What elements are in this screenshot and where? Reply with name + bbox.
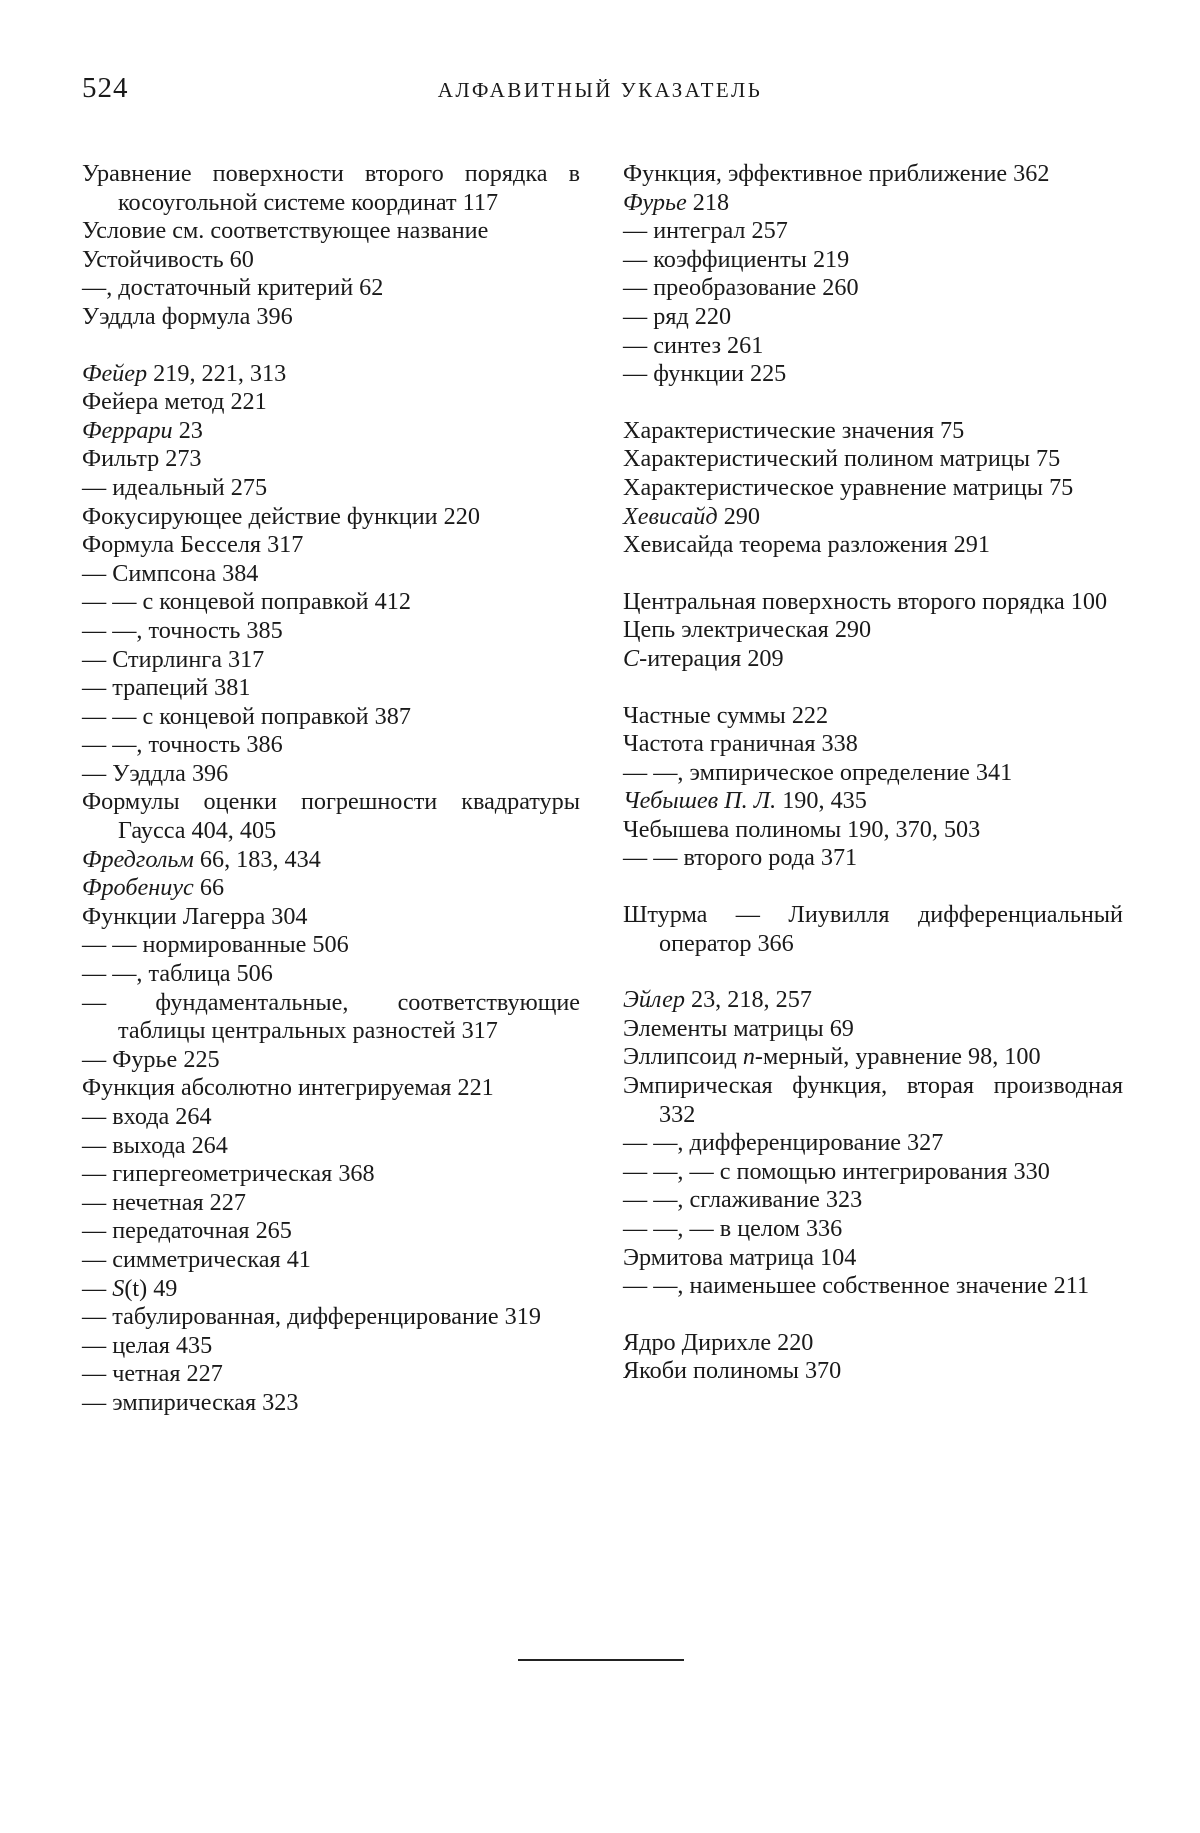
index-entry: — —, наименьшее собственное значение 211 [623, 1272, 1090, 1300]
index-entry: Уэддла формула 396 [82, 302, 293, 330]
index-entry: Эмпирическая функция, вторая производная 332 [623, 1072, 1123, 1128]
index-entry: Якоби полиномы 370 [623, 1357, 842, 1385]
index-entry: Характеристический полином матрицы 75 [623, 445, 1061, 473]
index-entry: — —, эмпирическое определение 341 [623, 758, 1013, 786]
index-entry: — преобразование 260 [623, 274, 859, 302]
index-entry: — Стирлинга 317 [82, 645, 265, 673]
index-entry: — интеграл 257 [623, 217, 788, 245]
entry-prefix: — [82, 1274, 113, 1302]
index-entry: Частота граничная 338 [623, 730, 858, 758]
index-entry: Цепь электрическая 290 [623, 616, 872, 644]
index-entry: — трапеций 381 [82, 674, 251, 702]
index-entry: —, достаточный критерий 62 [82, 274, 384, 302]
index-entry: Штурма — Лиувилля дифференциальный оператор 366 [623, 901, 1123, 957]
entry-italic-name: Чебышев П. Л. [623, 787, 777, 815]
index-entry: — —, точность 386 [82, 731, 283, 759]
index-entry: Функции Лагерра 304 [82, 902, 308, 930]
index-entry: — —, таблица 506 [82, 960, 273, 988]
end-rule [518, 1659, 684, 1661]
entry-rest: 66 [193, 874, 225, 902]
entry-rest: 190, 435 [776, 787, 867, 815]
entry-italic-name: S [112, 1274, 125, 1302]
index-entry: Чебышева полиномы 190, 370, 503 [623, 815, 981, 843]
index-entry: — — с концевой поправкой 412 [82, 588, 411, 616]
entry-rest: 290 [717, 502, 760, 530]
entry-rest: 218 [686, 188, 730, 216]
index-entry [623, 645, 1123, 674]
index-entry: — идеальный 275 [82, 473, 268, 501]
entry-italic-name: Фурье [623, 188, 687, 216]
index-entry: Фильтр 273 [82, 445, 202, 473]
index-entry: Частные суммы 222 [623, 701, 829, 729]
index-entry [623, 189, 1123, 218]
index-entry: Эрмитова матрица 104 [623, 1243, 857, 1271]
index-entry: — эмпирическая 323 [82, 1388, 299, 1416]
index-entry: Условие см. соответствующее название [82, 217, 489, 245]
index-entry: — целая 435 [82, 1331, 213, 1359]
index-entry: Формула Бесселя 317 [82, 531, 304, 559]
index-entry: — —, — в целом 336 [623, 1215, 843, 1242]
index-entry: Хевисайда теорема разложения 291 [623, 531, 990, 559]
entry-rest: 23 [172, 416, 203, 444]
index-entry: Ядро Дирихле 220 [623, 1328, 814, 1356]
index-entry: Функция абсолютно интегрируемая 221 [82, 1074, 494, 1102]
index-entry: Уравнение поверхности второго порядка в косоугольной системе координат 117 [82, 160, 580, 216]
index-entry: Характеристические значения 75 [623, 416, 965, 444]
index-entry: Функция, эффективное приближение 362 [623, 160, 1050, 187]
entry-italic-name: Эйлер [623, 986, 685, 1014]
index-entry: — табулированная, дифференцирование 319 [82, 1303, 541, 1331]
index-entry: — Симпсона 384 [82, 559, 259, 587]
index-entry: — выхода 264 [82, 1131, 228, 1159]
entry-rest: -итерация 209 [639, 644, 784, 672]
index-entry: Фокусирующее действие функции 220 [82, 502, 480, 530]
entry-rest: -мерный, уравнение 98, 100 [754, 1043, 1041, 1071]
index-entry: — — с концевой поправкой 387 [82, 702, 411, 730]
index-entry: Устойчивость 60 [82, 245, 254, 273]
index-entry: — — нормированные 506 [82, 931, 349, 959]
index-entry: Центральная поверхность второго порядка 100 [623, 587, 1108, 615]
entry-rest: 66, 183, 434 [193, 845, 321, 873]
index-entry [82, 1275, 580, 1304]
entry-italic-name: Фробениус [82, 874, 194, 902]
index-entry: Формулы оценки погрешности квадратуры Гаусса 404, 405 [82, 788, 580, 845]
running-title: АЛФАВИТНЫЙ УКАЗАТЕЛЬ [437, 78, 763, 102]
index-entry: — передаточная 265 [82, 1217, 292, 1245]
entry-rest: (t) 49 [124, 1274, 178, 1302]
entry-prefix: Эллипсоид [623, 1043, 743, 1071]
index-entry: — коэффициенты 219 [623, 245, 850, 273]
entry-rest: 23, 218, 257 [684, 986, 812, 1014]
index-entry: — ряд 220 [623, 302, 732, 330]
index-entry [82, 417, 580, 446]
index-column-right [623, 160, 1123, 1386]
index-entry: — четная 227 [82, 1360, 223, 1388]
index-entry: — Уэддла 396 [82, 759, 229, 787]
index-entry [623, 986, 1123, 1015]
entry-italic-name: С [623, 644, 640, 672]
index-entry: — —, точность 385 [82, 616, 283, 644]
index-entry: Элементы матрицы 69 [623, 1014, 854, 1042]
index-entry [623, 503, 1123, 532]
index-entry: — —, дифференцирование 327 [623, 1129, 944, 1157]
index-entry [623, 1043, 1123, 1072]
page-header [0, 72, 1200, 122]
index-entry: — нечетная 227 [82, 1188, 246, 1216]
index-entry: — синтез 261 [623, 331, 764, 359]
entry-italic-name: Фейер [82, 359, 148, 387]
entry-italic-name: n [742, 1043, 755, 1071]
index-entry [82, 874, 580, 903]
index-entry: — —, сглаживание 323 [623, 1186, 863, 1214]
entry-rest: 219, 221, 313 [147, 359, 287, 387]
index-entry [82, 846, 580, 875]
index-entry: — функции 225 [623, 360, 787, 388]
index-column-left [82, 160, 580, 1418]
index-entry: — симметрическая 41 [82, 1245, 311, 1273]
entry-italic-name: Хевисайд [623, 502, 718, 530]
entry-italic-name: Фредгольм [82, 845, 194, 873]
index-entry: — —, — с помощью интегрирования 330 [623, 1157, 1050, 1185]
index-entry [82, 360, 580, 389]
index-entry: — гипергеометрическая 368 [82, 1160, 375, 1188]
index-entry: — Фурье 225 [82, 1045, 220, 1073]
page-number: 524 [82, 72, 129, 104]
index-entry: Фейера метод 221 [82, 388, 267, 416]
entry-italic-name: Феррари [82, 416, 173, 444]
index-entry: — — второго рода 371 [623, 844, 858, 872]
index-entry: Характеристическое уравнение матрицы 75 [623, 473, 1074, 501]
index-entry: — входа 264 [82, 1103, 212, 1130]
index-entry [623, 787, 1123, 816]
index-entry: — фундаментальные, соответствующие таблицы центральных разностей 317 [82, 988, 580, 1045]
